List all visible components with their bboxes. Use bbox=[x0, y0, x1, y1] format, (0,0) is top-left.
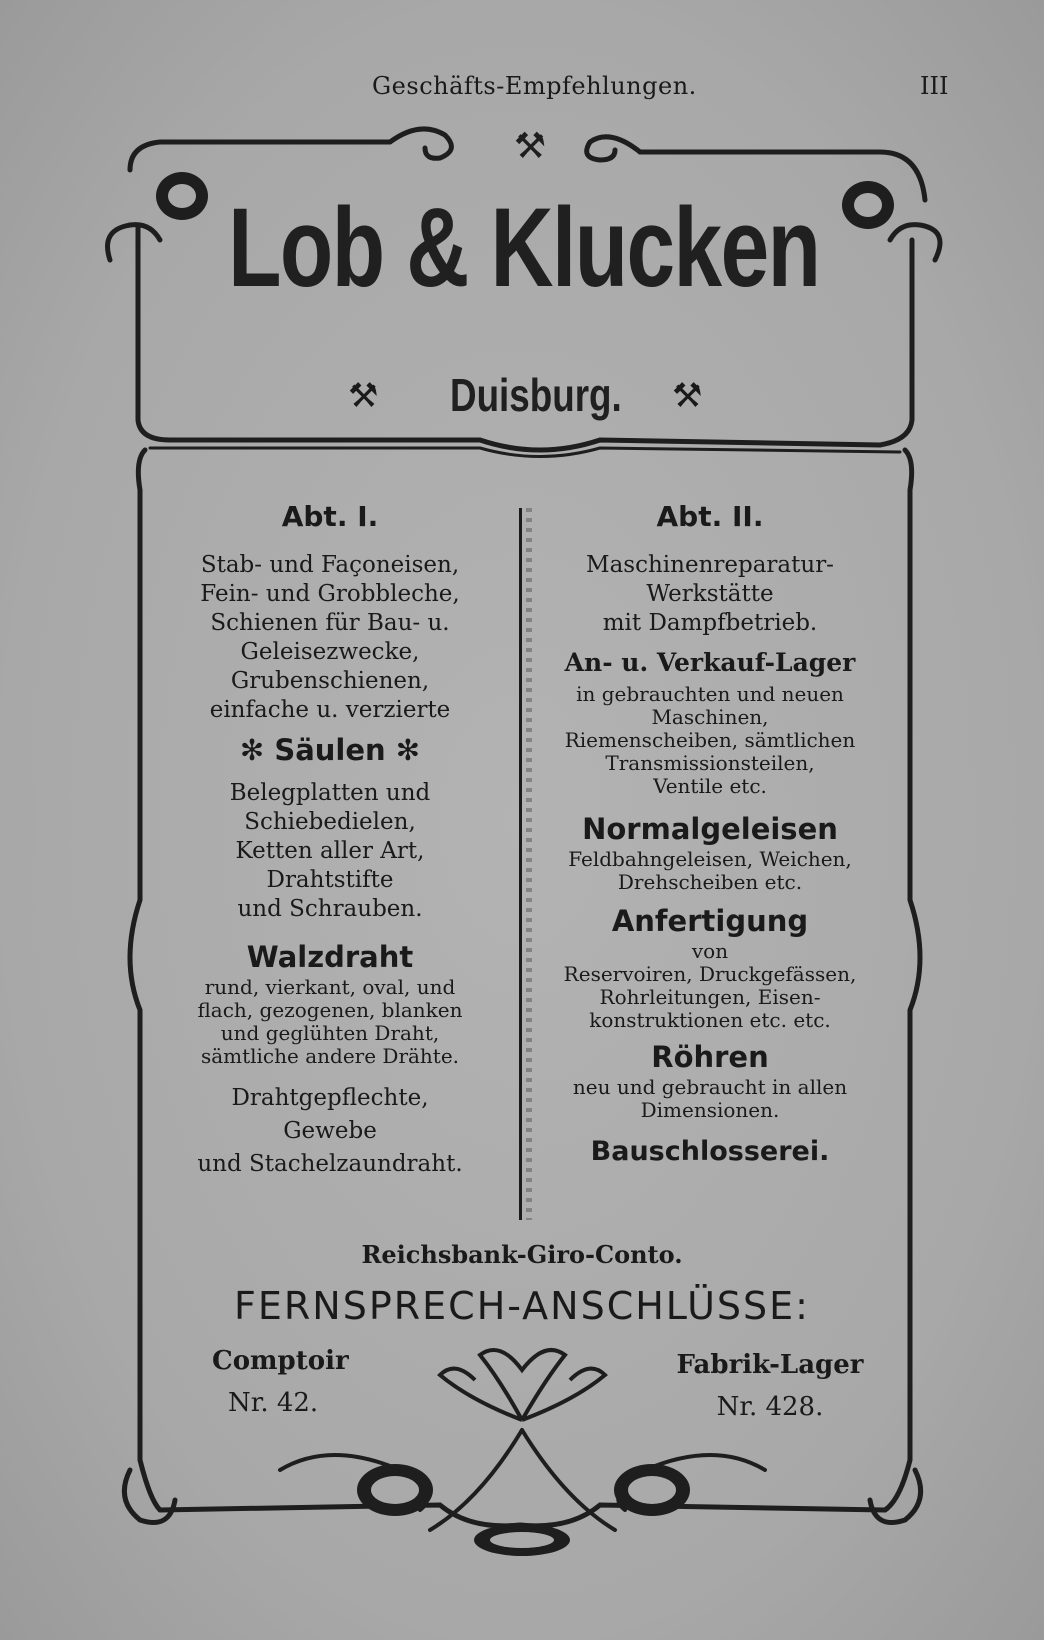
normalgeleisen-heading: Normalgeleisen bbox=[582, 812, 838, 846]
hammer-icon-right: ⚒ bbox=[672, 376, 703, 416]
left-intro-line: einfache u. verzierte bbox=[209, 697, 451, 723]
walz-line: rund, vierkant, oval, und bbox=[204, 975, 456, 999]
lager-line: Transmissionsteilen, bbox=[605, 751, 815, 775]
page-number: III bbox=[920, 72, 949, 100]
left-item-line: und Schrauben. bbox=[237, 896, 423, 922]
column-divider bbox=[519, 508, 522, 1220]
walz-line: sämtliche andere Drähte. bbox=[200, 1044, 460, 1068]
saeulen-heading: ✻ Säulen ✻ bbox=[239, 733, 421, 767]
giro-line: Reichsbank-Giro-Conto. bbox=[361, 1240, 683, 1269]
right-intro-line: Maschinenreparatur- bbox=[586, 552, 834, 578]
anf-line: von bbox=[691, 939, 729, 963]
walz-line: und geglühten Draht, bbox=[220, 1021, 440, 1045]
left-intro-line: Stab- und Façoneisen, bbox=[200, 552, 460, 578]
fernsprech-heading: FERNSPRECH-ANSCHLÜSSE: bbox=[234, 1284, 810, 1328]
lager-line: in gebrauchten und neuen bbox=[576, 682, 844, 706]
lager-line: Maschinen, bbox=[651, 705, 769, 729]
column-divider-dots bbox=[526, 508, 532, 1220]
lager-line: Riemenscheiben, sämtlichen bbox=[564, 728, 856, 752]
scroll-left bbox=[390, 129, 451, 158]
left-intro bbox=[180, 551, 480, 725]
end-line: und Stachelzaundraht. bbox=[197, 1151, 463, 1177]
city-name: Duisburg. bbox=[450, 369, 622, 421]
left-end-lines bbox=[180, 1082, 480, 1181]
normalgeleisen-lines bbox=[550, 848, 870, 894]
anfertigung-heading: Anfertigung bbox=[611, 904, 809, 938]
left-item-line: Drahtstifte bbox=[266, 867, 394, 893]
flower-ornament bbox=[440, 1350, 605, 1420]
left-item-line: Belegplatten und bbox=[229, 780, 431, 806]
brand-name: Lob & Klucken bbox=[228, 185, 820, 310]
walzdraht-lines bbox=[180, 976, 480, 1068]
lager-line: Ventile etc. bbox=[653, 774, 767, 798]
hammer-icon-top: ⚒ bbox=[513, 126, 547, 167]
bauschlosserei-heading: Bauschlosserei. bbox=[590, 1136, 830, 1167]
walz-line: flach, gezogenen, blanken bbox=[197, 998, 463, 1022]
left-heading: Abt. I. bbox=[281, 500, 379, 533]
scroll-right bbox=[587, 137, 640, 160]
stem-left bbox=[430, 1430, 522, 1530]
right-intro bbox=[550, 551, 870, 638]
normal-line: Drehscheiben etc. bbox=[617, 870, 803, 894]
walzdraht-heading: Walzdraht bbox=[246, 940, 414, 974]
anf-line: Rohrleitungen, Eisen- bbox=[599, 985, 821, 1009]
left-intro-line: Grubenschienen, bbox=[230, 668, 430, 694]
left-items bbox=[180, 779, 480, 924]
roehren-line: Dimensionen. bbox=[640, 1098, 780, 1122]
roehren-heading: Röhren bbox=[651, 1040, 769, 1074]
fabrik-block bbox=[670, 1344, 870, 1428]
right-column bbox=[550, 500, 870, 1169]
roehren-lines bbox=[550, 1076, 870, 1122]
left-intro-line: Schienen für Bau- u. bbox=[210, 610, 450, 636]
frame-top-left-rule bbox=[130, 142, 390, 170]
comptoir-block bbox=[212, 1340, 412, 1424]
left-column bbox=[180, 500, 480, 1181]
stem-right bbox=[522, 1430, 615, 1530]
left-item-line: Ketten aller Art, bbox=[235, 838, 425, 864]
city-row bbox=[0, 368, 1044, 428]
lager-lines bbox=[550, 683, 870, 798]
comptoir-label: Comptoir bbox=[212, 1346, 349, 1376]
right-intro-line: mit Dampfbetrieb. bbox=[602, 610, 818, 636]
left-item-line: Schiebedielen, bbox=[244, 809, 416, 835]
frame-left-edge bbox=[130, 450, 160, 1510]
normal-line: Feldbahngeleisen, Weichen, bbox=[568, 847, 852, 871]
frame-bottom-rule bbox=[160, 1505, 885, 1526]
lager-heading: An- u. Verkauf-Lager bbox=[564, 648, 856, 677]
left-intro-line: Geleisezwecke, bbox=[240, 639, 420, 665]
hammer-icon-left: ⚒ bbox=[348, 376, 379, 416]
end-line: Drahtgepflechte, bbox=[231, 1085, 429, 1111]
left-intro-line: Fein- und Grobbleche, bbox=[200, 581, 460, 607]
frame-right-edge bbox=[885, 450, 920, 1510]
fabrik-label: Fabrik-Lager bbox=[676, 1350, 864, 1380]
end-line: Gewebe bbox=[283, 1118, 377, 1144]
roehren-line: neu und gebraucht in allen bbox=[572, 1075, 848, 1099]
comptoir-number: Nr. 42. bbox=[228, 1388, 319, 1418]
right-heading: Abt. II. bbox=[656, 500, 764, 533]
right-intro-line: Werkstätte bbox=[646, 581, 774, 607]
anf-line: konstruktionen etc. etc. bbox=[589, 1008, 831, 1032]
anf-line: Reservoiren, Druckgefässen, bbox=[563, 962, 857, 986]
running-title: Geschäfts-Empfehlungen. bbox=[372, 72, 697, 100]
anfertigung-lines bbox=[550, 940, 870, 1032]
fabrik-number: Nr. 428. bbox=[716, 1392, 824, 1422]
